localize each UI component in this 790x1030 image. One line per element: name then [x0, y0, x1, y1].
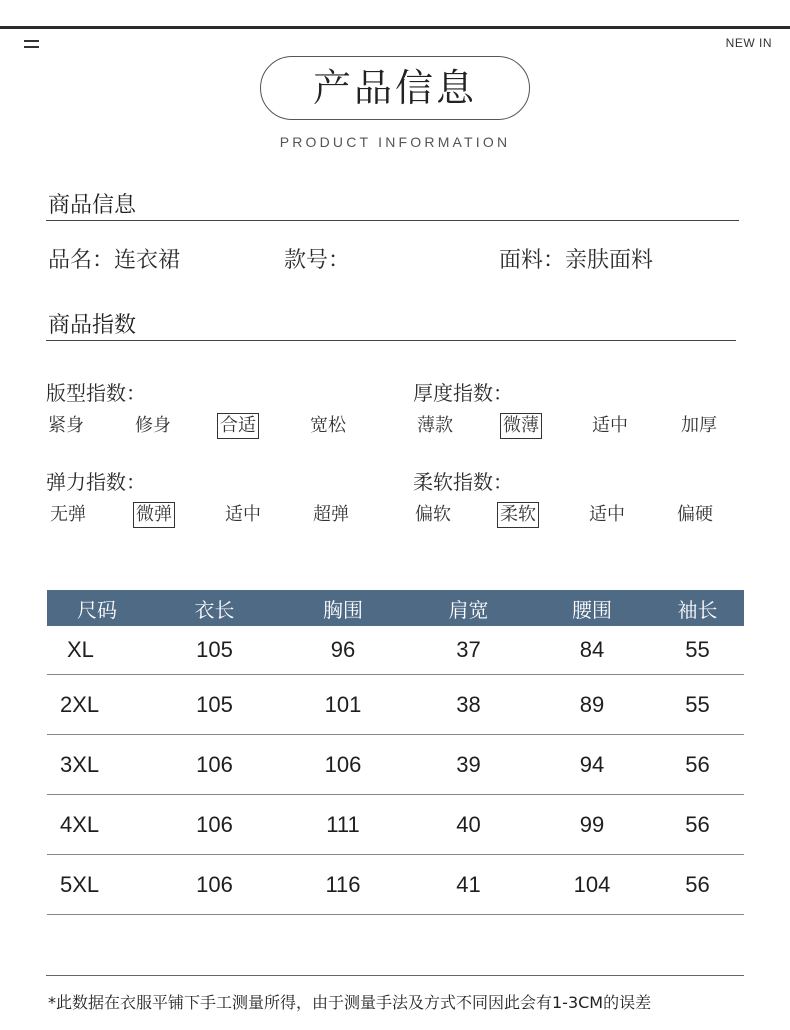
table-row [47, 855, 744, 915]
table-row [47, 795, 744, 855]
header-sleeve: 袖长 [651, 590, 744, 626]
softness-index-label: 柔软指数： [413, 470, 513, 494]
header-size: 尺码 [47, 590, 147, 626]
thickness-index-label: 厚度指数： [413, 381, 513, 405]
thickness-option: 适中 [592, 415, 628, 436]
sleeve-cell: 55 [651, 626, 744, 675]
bust-cell: 111 [282, 795, 404, 855]
hamburger-line [24, 40, 39, 42]
fit-index-label: 版型指数： [46, 381, 146, 405]
product-info-rule [46, 220, 739, 221]
page-title: 产品信息 [260, 56, 530, 120]
elasticity-option: 适中 [225, 504, 261, 525]
header-shoulder: 肩宽 [404, 590, 533, 626]
softness-option: 偏硬 [677, 504, 713, 525]
size-cell: XL [47, 626, 147, 675]
length-cell: 105 [147, 675, 282, 735]
shoulder-cell: 39 [404, 735, 533, 795]
hamburger-line [24, 46, 39, 48]
sleeve-cell: 55 [651, 675, 744, 735]
thickness-option: 薄款 [417, 415, 453, 436]
top-rule [0, 26, 790, 29]
waist-cell: 104 [533, 855, 651, 915]
softness-option: 适中 [589, 504, 625, 525]
fit-option-selected: 合适 [217, 413, 259, 439]
shoulder-cell: 38 [404, 675, 533, 735]
hamburger-icon[interactable] [24, 38, 39, 50]
bust-cell: 116 [282, 855, 404, 915]
new-in-label[interactable]: NEW IN [725, 36, 772, 50]
waist-cell: 94 [533, 735, 651, 795]
product-index-heading: 商品指数 [48, 313, 137, 338]
footnote-rule [46, 975, 744, 976]
length-cell: 106 [147, 855, 282, 915]
fit-option: 宽松 [310, 415, 346, 436]
sleeve-cell: 56 [651, 855, 744, 915]
table-row [47, 735, 744, 795]
shoulder-cell: 41 [404, 855, 533, 915]
softness-option-selected: 柔软 [497, 502, 539, 528]
size-cell: 3XL [47, 735, 147, 795]
size-table-header-row [47, 590, 744, 626]
waist-cell: 89 [533, 675, 651, 735]
product-name: 品名：连衣裙 [48, 248, 181, 273]
product-fabric: 面料：亲肤面料 [499, 248, 654, 273]
fit-option: 紧身 [48, 415, 84, 436]
bust-cell: 96 [282, 626, 404, 675]
shoulder-cell: 37 [404, 626, 533, 675]
size-cell: 4XL [47, 795, 147, 855]
product-index-rule [46, 340, 736, 341]
table-row [47, 675, 744, 735]
sleeve-cell: 56 [651, 735, 744, 795]
length-cell: 106 [147, 795, 282, 855]
bust-cell: 101 [282, 675, 404, 735]
bust-cell: 106 [282, 735, 404, 795]
elasticity-option: 超弹 [313, 504, 349, 525]
waist-cell: 99 [533, 795, 651, 855]
page-subtitle: PRODUCT INFORMATION [279, 134, 511, 150]
length-cell: 106 [147, 735, 282, 795]
product-style-no: 款号： [284, 248, 351, 273]
thickness-option: 加厚 [681, 415, 717, 436]
waist-cell: 84 [533, 626, 651, 675]
size-cell: 2XL [47, 675, 147, 735]
header-waist: 腰围 [533, 590, 651, 626]
measurement-footnote: *此数据在衣服平铺下手工测量所得，由于测量手法及方式不同因此会有1-3CM的误差 [48, 993, 652, 1012]
size-cell: 5XL [47, 855, 147, 915]
header-length: 衣长 [147, 590, 282, 626]
elasticity-option-selected: 微弹 [133, 502, 175, 528]
elasticity-index-label: 弹力指数： [46, 470, 146, 494]
product-info-heading: 商品信息 [48, 193, 137, 218]
sleeve-cell: 56 [651, 795, 744, 855]
thickness-option-selected: 微薄 [500, 413, 542, 439]
length-cell: 105 [147, 626, 282, 675]
elasticity-option: 无弹 [50, 504, 86, 525]
header-bust: 胸围 [282, 590, 404, 626]
softness-option: 偏软 [415, 504, 451, 525]
shoulder-cell: 40 [404, 795, 533, 855]
table-row [47, 626, 744, 675]
fit-option: 修身 [135, 415, 171, 436]
size-chart-table [47, 590, 744, 915]
